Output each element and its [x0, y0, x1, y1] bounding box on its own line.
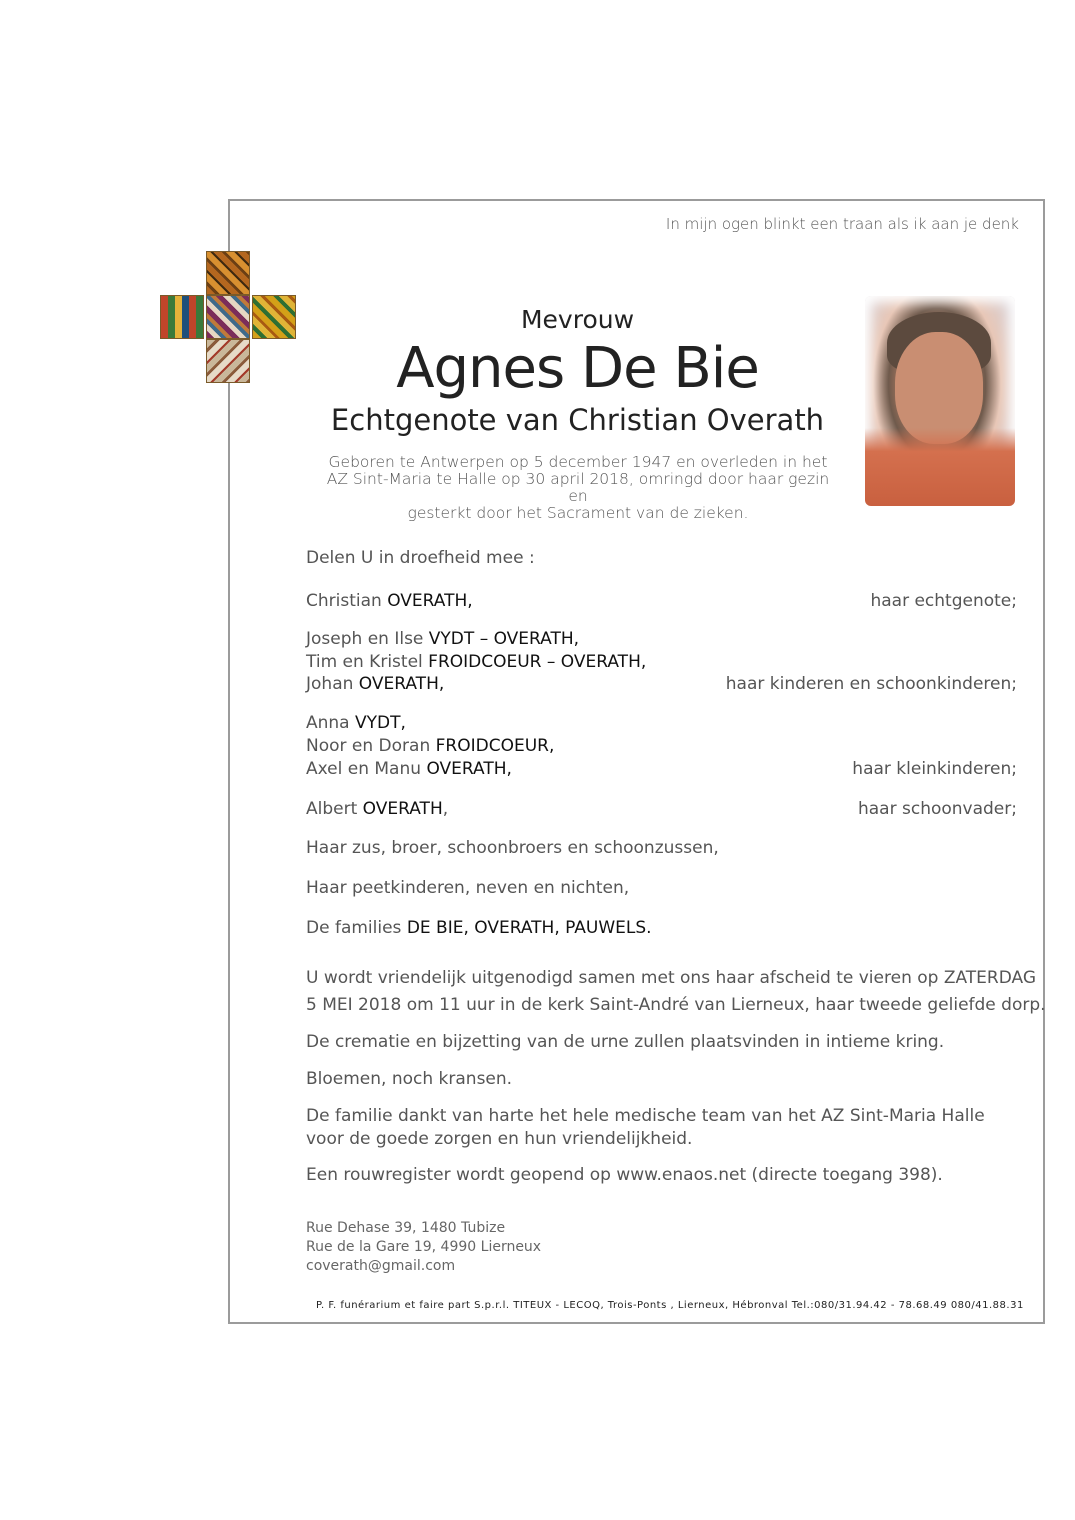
- cross-right-patch: [252, 295, 296, 339]
- family-child: [306, 629, 579, 649]
- family-child: [306, 652, 646, 672]
- family-grandchild: [306, 759, 512, 779]
- title-prefix: Mevrouw: [520, 305, 635, 334]
- family-father-in-law: [306, 799, 448, 819]
- motto: In mijn ogen blinkt een traan als ik aan je denk: [665, 215, 1019, 233]
- last-name: VYDT – OVERATH,: [428, 629, 580, 649]
- relation-label: haar kinderen en schoonkinderen;: [725, 674, 1017, 694]
- family-spouse: [306, 591, 473, 611]
- cross-center-patch: [206, 295, 250, 339]
- first-name: Christian: [306, 591, 382, 611]
- siblings-line: Haar zus, broer, schoonbroers en schoonzussen,: [306, 838, 719, 858]
- cremation-line: De crematie en bijzetting van de urne zullen plaatsvinden in intieme kring.: [306, 1032, 945, 1052]
- thanks-line: voor de goede zorgen en hun vriendelijkheid.: [306, 1129, 693, 1149]
- last-name: OVERATH,: [387, 591, 473, 611]
- relation-label: haar echtgenote;: [870, 591, 1017, 611]
- first-name: Albert: [306, 799, 358, 819]
- quilt-cross-image: [160, 251, 296, 383]
- flowers-line: Bloemen, noch kransen.: [306, 1069, 513, 1089]
- spouse-line: Echtgenote van Christian Overath: [330, 403, 825, 437]
- punctuation: ,: [442, 799, 449, 819]
- register-line: Een rouwregister wordt geopend op www.enaos.net (directe toegang 398).: [306, 1165, 943, 1185]
- family-grandchild: [306, 713, 406, 733]
- last-name: VYDT,: [355, 713, 406, 733]
- cross-bottom-patch: [206, 339, 250, 383]
- first-name: Joseph en Ilse: [306, 629, 424, 649]
- first-name: Anna: [306, 713, 350, 733]
- first-name: Axel en Manu: [306, 759, 422, 779]
- intro-text: Delen U in droefheid mee :: [306, 548, 535, 568]
- last-name: OVERATH,: [426, 759, 512, 779]
- cross-left-patch: [160, 295, 204, 339]
- families-line: [306, 918, 652, 938]
- relation-label: haar kleinkinderen;: [852, 759, 1017, 779]
- last-name: FROIDCOEUR,: [435, 736, 555, 756]
- bio-line: Geboren te Antwerpen op 5 december 1947 en overleden in het: [328, 453, 828, 471]
- email-line: coverath@gmail.com: [306, 1258, 456, 1274]
- ceremony-line: U wordt vriendelijk uitgenodigd samen met ons haar afscheid te vieren op ZATERDAG: [306, 968, 1037, 988]
- first-name: Johan: [306, 674, 354, 694]
- families-prefix: De families: [306, 918, 402, 938]
- funeral-home-footer: P. F. funérarium et faire part S.p.r.l. TITEUX - LECOQ, Trois-Ponts , Lierneux, Hébronval Tel.:080/31.94.42 - 78.68.49 080/41.88.31: [316, 1300, 1024, 1311]
- deceased-name: Agnes De Bie: [396, 336, 759, 401]
- godchildren-line: Haar peetkinderen, neven en nichten,: [306, 878, 630, 898]
- first-name: Noor en Doran: [306, 736, 431, 756]
- ceremony-line: 5 MEI 2018 om 11 uur in de kerk Saint-André van Lierneux, haar tweede geliefde dorp.: [306, 995, 1046, 1015]
- last-name: OVERATH,: [358, 674, 445, 694]
- cross-top-patch: [206, 251, 250, 295]
- families-names: DE BIE, OVERATH, PAUWELS.: [406, 918, 652, 938]
- family-child: [306, 674, 444, 694]
- portrait-photo: [865, 296, 1015, 506]
- relation-label: haar schoonvader;: [857, 799, 1017, 819]
- bio-line: gesterkt door het Sacrament van de zieken.: [407, 504, 749, 522]
- address-line: Rue Dehase 39, 1480 Tubize: [306, 1220, 506, 1236]
- addresses: [306, 1219, 541, 1276]
- bio-line: AZ Sint-Maria te Halle op 30 april 2018, omringd door haar gezin en: [326, 470, 830, 505]
- first-name: Tim en Kristel: [306, 652, 423, 672]
- thanks-line: De familie dankt van harte het hele medische team van het AZ Sint-Maria Halle: [306, 1106, 985, 1126]
- last-name: OVERATH: [362, 799, 443, 819]
- biography: [318, 454, 838, 522]
- photo-scarf: [865, 428, 1015, 506]
- family-grandchild: [306, 736, 554, 756]
- address-line: Rue de la Gare 19, 4990 Lierneux: [306, 1239, 542, 1255]
- last-name: FROIDCOEUR – OVERATH,: [428, 652, 647, 672]
